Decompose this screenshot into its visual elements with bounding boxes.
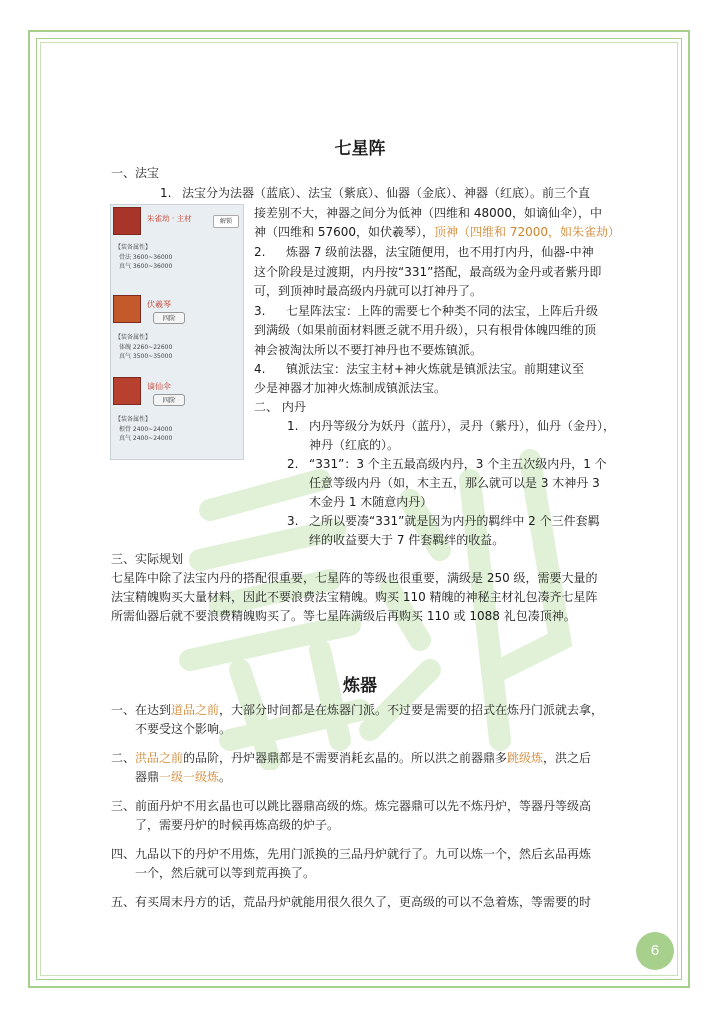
item3-line1: 七星阵法宝：上阵的需要七个种类不同的法宝，上阵后升级 bbox=[286, 304, 599, 318]
p2-line2-a: 器鼎 bbox=[135, 770, 160, 784]
dan3-line2: 绊的收益要大于 7 件套羁绊的收益。 bbox=[309, 533, 505, 547]
p1-highlight: 道品之前 bbox=[171, 703, 220, 717]
p1-line1 bbox=[135, 700, 603, 720]
dan1-line1: 内丹等级分为妖丹（蓝丹），灵丹（紫丹），仙丹（金丹）， bbox=[309, 419, 616, 433]
p1-text-c: ，大部分时间都是在炼器门派。不过要是需要的招式在炼丹门派就去拿， bbox=[219, 703, 604, 717]
item3-attr1: 根骨 2400~24000 bbox=[119, 426, 173, 433]
p1-number: 一、 bbox=[111, 703, 136, 717]
dan2-line1: “331”：3 个主五最高级内丹，3 个主五次级内丹，1 个 bbox=[309, 457, 607, 471]
item2-attr2: 真气 3500~35000 bbox=[119, 353, 173, 360]
p1-text-a: 在达到 bbox=[135, 703, 172, 717]
p5-line1: 有买周末丹方的话，荒品丹炉就能用很久很久了，更高级的可以不急着炼，等需要的时 bbox=[135, 895, 592, 909]
p2-line2-c: 。 bbox=[219, 770, 232, 784]
item-name: 伏羲琴 bbox=[147, 300, 171, 309]
p2-line1 bbox=[135, 748, 591, 768]
plan-line2: 法宝精魄购买大量材料，因此不要浪费法宝精魄。购买 110 精魄的神秘主材礼包凑齐七星阵 bbox=[111, 590, 598, 604]
p4-line1: 九品以下的丹炉不用炼，先用门派换的三品丹炉就行了。九可以炼一个，然后玄品再炼 bbox=[135, 847, 592, 861]
item3-attr2: 真气 2400~24000 bbox=[119, 435, 173, 442]
item2-line3: 可，到顶神时最高级内丹就可以打神丹了。 bbox=[254, 284, 483, 298]
item2-attr1: 体魄 2260~22600 bbox=[119, 344, 173, 351]
page-number: 6 bbox=[636, 932, 674, 970]
unlock-button[interactable]: 解锁 bbox=[213, 215, 239, 228]
item1-line3-text: 神（四维和 57600，如伏羲琴）， bbox=[254, 225, 434, 239]
zhuquejie-item-icon bbox=[113, 207, 141, 235]
item3-line3: 神会被淘汰所以不要打神丹也不要炼镇派。 bbox=[254, 343, 483, 357]
game-item-screenshot bbox=[110, 204, 244, 460]
p2-line2 bbox=[135, 767, 231, 787]
dan2-line2: 任意等级内丹（如，木主五，那么就可以是 3 木神丹 3 bbox=[309, 476, 600, 490]
item4-line1: 镇派法宝：法宝主材+神火炼就是镇派法宝。前期建议至 bbox=[286, 362, 585, 376]
dan2-number: 2. bbox=[287, 457, 299, 471]
dan3-number: 3. bbox=[287, 514, 299, 528]
heading-plan: 三、实际规划 bbox=[111, 552, 184, 566]
p4-number: 四、 bbox=[111, 847, 136, 861]
p2-highlight-2: 跳级炼 bbox=[507, 751, 544, 765]
p2-highlight-3: 一级一级炼 bbox=[159, 770, 220, 784]
p3-number: 三、 bbox=[111, 799, 136, 813]
item3-attr-title: 【装备属性】 bbox=[115, 416, 152, 423]
dan3-line1: 之所以要凑“331”就是因为内丹的羁绊中 2 个三件套羁 bbox=[309, 514, 600, 528]
item4-line2: 少是神器才加神火炼制成镇派法宝。 bbox=[254, 381, 447, 395]
p1-line2: 不要受这个影响。 bbox=[135, 722, 232, 736]
plan-line3: 所需仙器后就不要浪费精魄购买了。等七星阵满级后再购买 110 或 1088 礼包凑顶神。 bbox=[111, 609, 576, 623]
item2-number: 2. bbox=[254, 245, 266, 259]
p2-number: 二、 bbox=[111, 751, 136, 765]
item1-line2: 接差别不大，神器之间分为低神（四维和 48000，如谪仙伞），中 bbox=[254, 206, 602, 220]
section-title-lianqi: 炼器 bbox=[343, 676, 377, 696]
dan1-number: 1. bbox=[287, 419, 299, 433]
item-level: 四阶 bbox=[153, 312, 185, 324]
heading-neidan: 二、 内丹 bbox=[254, 400, 306, 414]
p4-line2: 一个，然后就可以等到荒再换了。 bbox=[135, 866, 316, 880]
game-item-fuxiqin bbox=[113, 295, 241, 325]
item2-line1: 炼器 7 级前法器，法宝随便用，也不用打内丹，仙器-中神 bbox=[286, 245, 594, 259]
item-name: 朱雀劫 · 主材 bbox=[147, 214, 192, 223]
item1-attr2: 真气 3600~36000 bbox=[119, 263, 173, 270]
section-title-qixingzhen: 七星阵 bbox=[334, 139, 386, 159]
p3-line1: 前面丹炉不用玄晶也可以跳比器鼎高级的炼。炼完器鼎可以先不炼丹炉，等器丹等级高 bbox=[135, 799, 592, 813]
item1-number: 1. bbox=[160, 186, 172, 200]
item1-line3 bbox=[254, 222, 620, 242]
fuxiqin-item-icon bbox=[113, 295, 141, 323]
item1-attr1: 骨法 3600~36000 bbox=[119, 254, 173, 261]
p5-number: 五、 bbox=[111, 895, 136, 909]
game-item-zhuquejie bbox=[113, 207, 241, 237]
item2-attr-title: 【装备属性】 bbox=[115, 334, 152, 341]
item1-attr-title: 【装备属性】 bbox=[115, 244, 152, 251]
dan1-line2: 神丹（红底的）。 bbox=[309, 438, 400, 452]
p2-text-d: ，洪之后 bbox=[543, 751, 592, 765]
item1-line1: 法宝分为法器（蓝底）、法宝（紫底）、仙器（金底）、神器（红底）。前三个直 bbox=[182, 186, 591, 200]
item-name: 谪仙伞 bbox=[147, 382, 171, 391]
p2-highlight-1: 洪品之前 bbox=[135, 751, 184, 765]
item3-line2: 到满级（如果前面材料匮乏就不用升级），只有根骨体魄四维的顶 bbox=[254, 323, 597, 337]
game-item-zhexiansan bbox=[113, 377, 241, 407]
p2-text-b: 的品阶，丹炉器鼎都是不需要消耗玄晶的。所以洪之前器鼎多 bbox=[183, 751, 508, 765]
item-level: 四阶 bbox=[153, 394, 185, 406]
plan-line1: 七星阵中除了法宝内丹的搭配很重要，七星阵的等级也很重要，满级是 250 级，需要大量的 bbox=[111, 571, 598, 585]
item4-number: 4. bbox=[254, 362, 266, 376]
heading-fabao: 一、法宝 bbox=[111, 166, 160, 180]
dan2-line3: 木金丹 1 木随意内丹） bbox=[309, 495, 433, 509]
p3-line2: 了，需要丹炉的时候再炼高级的炉子。 bbox=[135, 818, 340, 832]
zhexiansan-item-icon bbox=[113, 377, 141, 405]
item1-line3-highlight: 顶神（四维和 72000，如朱雀劫） bbox=[434, 225, 620, 239]
item2-line2: 这个阶段是过渡期，内丹按“331”搭配，最高级为金丹或者紫丹即 bbox=[254, 265, 602, 279]
item3-number: 3. bbox=[254, 304, 266, 318]
